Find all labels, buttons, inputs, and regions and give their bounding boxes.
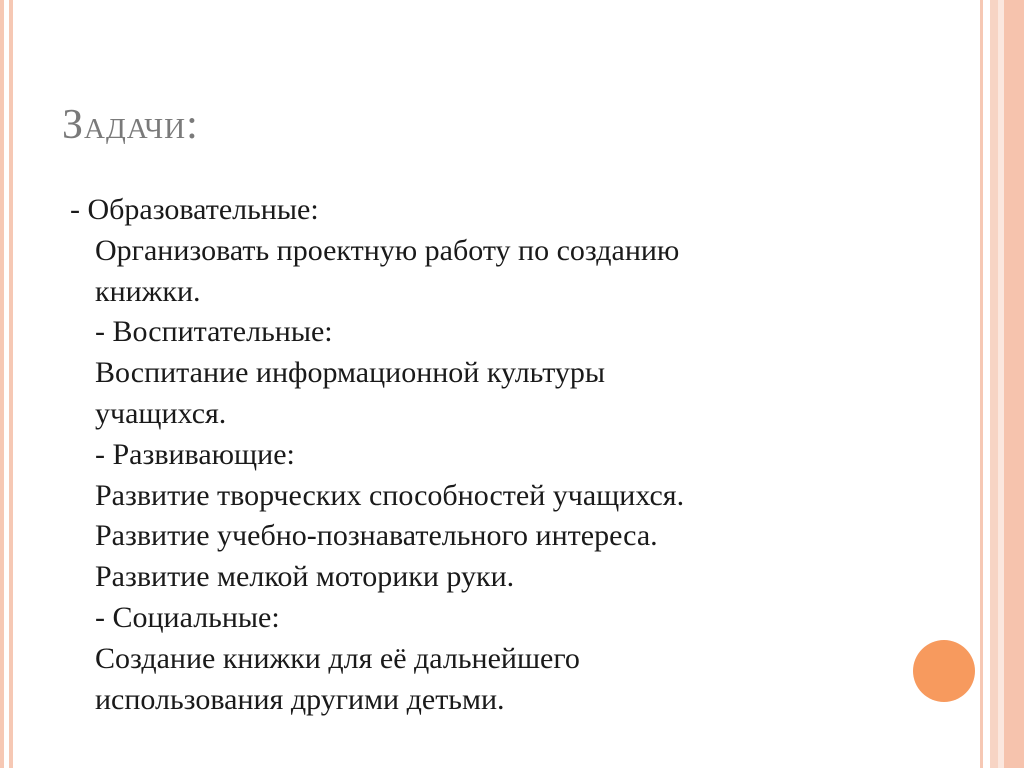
slide-title: Задачи:	[62, 102, 199, 148]
task-list	[70, 190, 910, 720]
task-line: Организовать проектную работу по созданию	[95, 233, 680, 267]
task-line: - Воспитательные:	[95, 315, 333, 349]
left-border-outer	[0, 0, 4, 768]
task-line: Развитие мелкой моторики руки.	[95, 560, 515, 594]
task-line: - Образовательные:	[70, 193, 319, 226]
right-border-wide	[1004, 0, 1024, 768]
task-line: Развитие учебно-познавательного интереса.	[95, 519, 658, 553]
task-line: - Развивающие:	[95, 437, 295, 471]
decorative-circle	[913, 640, 975, 702]
right-border-medium	[990, 0, 998, 768]
left-border-inner	[9, 0, 13, 768]
task-line: Развитие творческих способностей учащихся.	[95, 478, 685, 512]
task-line: Воспитание информационной культуры	[95, 356, 606, 390]
right-border-thin	[980, 0, 983, 768]
task-line: учащихся.	[95, 396, 227, 430]
task-line: книжки.	[95, 274, 201, 308]
task-line: использования другими детьми.	[95, 682, 505, 716]
task-line: Создание книжки для её дальнейшего	[95, 641, 580, 675]
task-line: - Социальные:	[95, 600, 280, 634]
